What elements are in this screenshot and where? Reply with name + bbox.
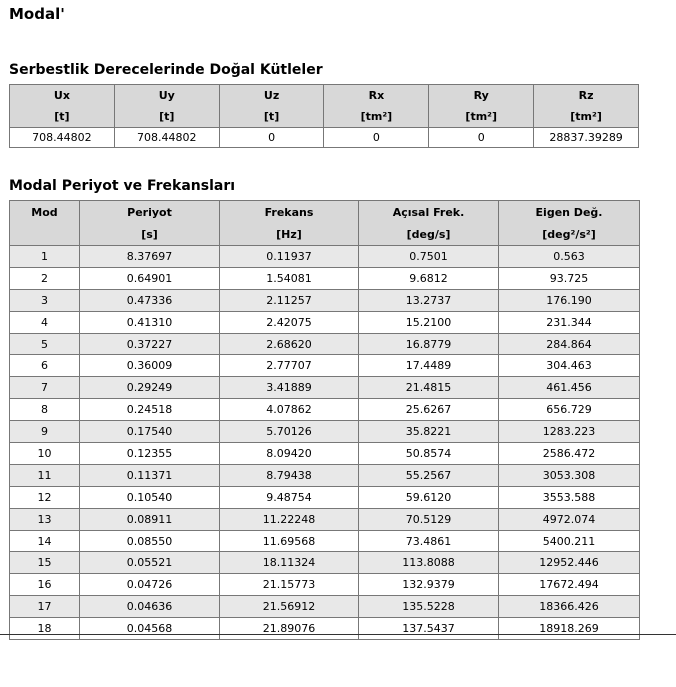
table-cell: 15.2100 (359, 311, 499, 333)
column-unit-ry: [tm²] (429, 106, 534, 128)
table-cell: 3053.308 (499, 464, 640, 486)
table-cell: 8 (10, 399, 80, 421)
table-cell: 3553.588 (499, 486, 640, 508)
table-cell: 8.79438 (220, 464, 359, 486)
column-unit-eigenvalue: [deg²/s²] (499, 223, 640, 246)
table-row (10, 311, 640, 333)
table-row (10, 128, 639, 148)
table-cell: 7 (10, 377, 80, 399)
table-cell: 0 (429, 128, 534, 148)
column-header-eigenvalue: Eigen Değ. (499, 201, 640, 224)
table-cell: 8.37697 (80, 246, 220, 268)
table-cell: 93.725 (499, 267, 640, 289)
table-cell: 35.8221 (359, 421, 499, 443)
table-cell: 708.44802 (114, 128, 219, 148)
table-cell: 0.7501 (359, 246, 499, 268)
table-row (10, 618, 640, 640)
table-cell: 132.9379 (359, 574, 499, 596)
page-title: Modal' (9, 5, 65, 23)
column-unit-mod (10, 223, 80, 246)
table-cell: 17.4489 (359, 355, 499, 377)
table-cell: 25.6267 (359, 399, 499, 421)
table-cell: 0.37227 (80, 333, 220, 355)
table-row (10, 333, 640, 355)
table-cell: 6 (10, 355, 80, 377)
table-cell: 3 (10, 289, 80, 311)
table-cell: 2586.472 (499, 443, 640, 465)
table-cell: 4.07862 (220, 399, 359, 421)
table-row (10, 508, 640, 530)
table-cell: 0.08911 (80, 508, 220, 530)
table-cell: 21.4815 (359, 377, 499, 399)
table-cell: 135.5228 (359, 596, 499, 618)
table-cell: 656.729 (499, 399, 640, 421)
column-header-mod: Mod (10, 201, 80, 224)
modal-periods-table (9, 200, 640, 640)
column-unit-ux: [t] (10, 106, 115, 128)
column-unit-rz: [tm²] (534, 106, 639, 128)
table-cell: 2.77707 (220, 355, 359, 377)
table-cell: 0 (219, 128, 324, 148)
table-cell: 17 (10, 596, 80, 618)
column-header-uz: Uz (219, 85, 324, 107)
table-cell: 18918.269 (499, 618, 640, 640)
table-cell: 0.47336 (80, 289, 220, 311)
table-cell: 2.42075 (220, 311, 359, 333)
mass-section-title: Serbestlik Derecelerinde Doğal Kütleler (9, 62, 323, 78)
table-row (10, 246, 640, 268)
table-cell: 9.48754 (220, 486, 359, 508)
table-cell: 3.41889 (220, 377, 359, 399)
table-cell: 9.6812 (359, 267, 499, 289)
column-header-rx: Rx (324, 85, 429, 107)
table-cell: 18366.426 (499, 596, 640, 618)
table-cell: 50.8574 (359, 443, 499, 465)
table-cell: 13.2737 (359, 289, 499, 311)
column-header-rz: Rz (534, 85, 639, 107)
table-cell: 15 (10, 552, 80, 574)
table-cell: 304.463 (499, 355, 640, 377)
table-row (10, 443, 640, 465)
table-cell: 5 (10, 333, 80, 355)
table-cell: 16.8779 (359, 333, 499, 355)
modal-table-body (10, 246, 640, 640)
table-cell: 1283.223 (499, 421, 640, 443)
table-cell: 28837.39289 (534, 128, 639, 148)
table-cell: 2 (10, 267, 80, 289)
table-cell: 59.6120 (359, 486, 499, 508)
table-cell: 0.12355 (80, 443, 220, 465)
table-row (10, 486, 640, 508)
table-cell: 0.29249 (80, 377, 220, 399)
table-row (10, 377, 640, 399)
table-cell: 11.69568 (220, 530, 359, 552)
column-unit-angular-frequency: [deg/s] (359, 223, 499, 246)
table-cell: 10 (10, 443, 80, 465)
table-cell: 18.11324 (220, 552, 359, 574)
table-cell: 17672.494 (499, 574, 640, 596)
table-cell: 0.05521 (80, 552, 220, 574)
table-row (10, 355, 640, 377)
table-cell: 13 (10, 508, 80, 530)
table-row (10, 552, 640, 574)
table-cell: 16 (10, 574, 80, 596)
table-cell: 137.5437 (359, 618, 499, 640)
table-cell: 70.5129 (359, 508, 499, 530)
table-cell: 4972.074 (499, 508, 640, 530)
table-cell: 11 (10, 464, 80, 486)
column-header-uy: Uy (114, 85, 219, 107)
column-header-period: Periyot (80, 201, 220, 224)
table-cell: 73.4861 (359, 530, 499, 552)
table-cell: 21.89076 (220, 618, 359, 640)
column-unit-uy: [t] (114, 106, 219, 128)
column-unit-period: [s] (80, 223, 220, 246)
table-cell: 113.8088 (359, 552, 499, 574)
table-row (10, 464, 640, 486)
table-cell: 231.344 (499, 311, 640, 333)
table-cell: 21.15773 (220, 574, 359, 596)
column-header-angular-frequency: Açısal Frek. (359, 201, 499, 224)
table-row (10, 574, 640, 596)
table-cell: 2.11257 (220, 289, 359, 311)
table-cell: 0.36009 (80, 355, 220, 377)
table-cell: 2.68620 (220, 333, 359, 355)
table-row (10, 421, 640, 443)
column-header-frequency: Frekans (220, 201, 359, 224)
table-cell: 18 (10, 618, 80, 640)
natural-mass-table (9, 84, 639, 148)
table-row (10, 289, 640, 311)
table-row (10, 596, 640, 618)
table-cell: 12952.446 (499, 552, 640, 574)
table-cell: 9 (10, 421, 80, 443)
table-cell: 0.563 (499, 246, 640, 268)
table-cell: 0.08550 (80, 530, 220, 552)
table-cell: 0.04568 (80, 618, 220, 640)
table-cell: 5400.211 (499, 530, 640, 552)
table-cell: 21.56912 (220, 596, 359, 618)
column-unit-frequency: [Hz] (220, 223, 359, 246)
table-cell: 8.09420 (220, 443, 359, 465)
table-cell: 0.04726 (80, 574, 220, 596)
table-cell: 708.44802 (10, 128, 115, 148)
table-cell: 55.2567 (359, 464, 499, 486)
table-cell: 1.54081 (220, 267, 359, 289)
table-cell: 461.456 (499, 377, 640, 399)
table-cell: 0.24518 (80, 399, 220, 421)
table-cell: 0.04636 (80, 596, 220, 618)
table-cell: 0 (324, 128, 429, 148)
table-cell: 11.22248 (220, 508, 359, 530)
table-row (10, 530, 640, 552)
table-cell: 0.11937 (220, 246, 359, 268)
bottom-divider (0, 634, 676, 635)
table-cell: 12 (10, 486, 80, 508)
table-cell: 4 (10, 311, 80, 333)
table-cell: 14 (10, 530, 80, 552)
table-cell: 1 (10, 246, 80, 268)
table-cell: 284.864 (499, 333, 640, 355)
table-cell: 0.64901 (80, 267, 220, 289)
modal-section-title: Modal Periyot ve Frekansları (9, 178, 236, 194)
column-unit-rx: [tm²] (324, 106, 429, 128)
column-header-ry: Ry (429, 85, 534, 107)
table-row (10, 399, 640, 421)
table-cell: 176.190 (499, 289, 640, 311)
column-header-ux: Ux (10, 85, 115, 107)
table-cell: 0.41310 (80, 311, 220, 333)
table-cell: 5.70126 (220, 421, 359, 443)
column-unit-uz: [t] (219, 106, 324, 128)
table-row (10, 267, 640, 289)
table-cell: 0.10540 (80, 486, 220, 508)
table-cell: 0.17540 (80, 421, 220, 443)
table-cell: 0.11371 (80, 464, 220, 486)
